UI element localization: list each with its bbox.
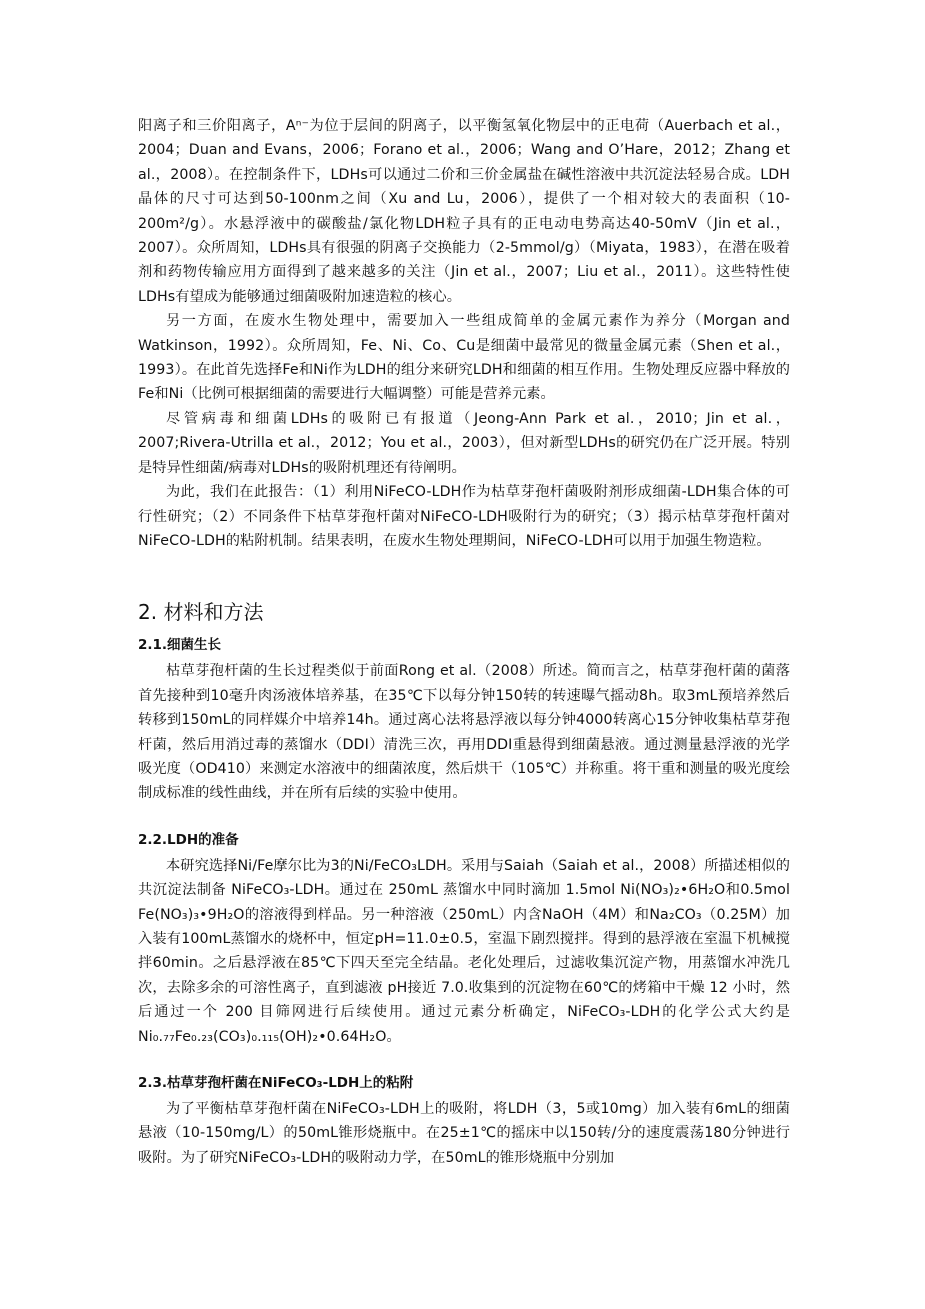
section-2-2-heading: 2.2.LDH的准备 — [138, 831, 239, 848]
intro-paragraph-1: 阳离子和三价阳离子，Aⁿ⁻为位于层间的阴离子，以平衡氢氧化物层中的正电荷（Auerbach et al.，2004；Duan and Evans，2006；Forano et al.，2006；Wang and O’Hare，2012；Zhang et al.，2008）。在控制条件下，LDHs可以通过二价和三价金属盐在碱性溶液中共沉淀法轻易合成。LDH晶体的尺寸可达到50-100nm之间（Xu and Lu，2006），提供了一个相对较大的表面积（10-200m²/g）。水悬浮液中的碳酸盐/氯化物LDH粒子具有的正电动电势高达40-50mV（Jin et al.，2007）。众所周知，LDHs具有很强的阴离子交换能力（2-5mmol/g）（Miyata，1983），在潜在吸着剂和药物传输应用方面得到了越来越多的关注（Jin et al.，2007；Liu et al.，2011）。这些特性使LDHs有望成为能够通过细菌吸附加速造粒的核心。 — [138, 118, 790, 305]
section-2-3-paragraph: 为了平衡枯草芽孢杆菌在NiFeCO₃-LDH上的吸附，将LDH（3，5或10mg）加入装有6mL的细菌悬液（10-150mg/L）的50mL锥形烧瓶中。在25±1℃的摇床中以150转/分的速度震荡180分钟进行吸附。为了研究NiFeCO₃-LDH的吸附动力学，在50mL的锥形烧瓶中分别加 — [138, 1101, 790, 1166]
section-2-1-heading: 2.1.细菌生长 — [138, 637, 222, 654]
intro-paragraph-2: 另一方面，在废水生物处理中，需要加入一些组成简单的金属元素作为养分（Morgan and Watkinson，1992）。众所周知，Fe、Ni、Co、Cu是细菌中最常见的微量金属元素（Shen et al.，1993）。在此首先选择Fe和Ni作为LDH的组分来研究LDH和细菌的相互作用。生物处理反应器中释放的Fe和Ni（比例可根据细菌的需要进行大幅调整）可能是营养元素。 — [138, 313, 790, 403]
section-2-2-paragraph: 本研究选择Ni/Fe摩尔比为3的Ni/FeCO₃LDH。采用与Saiah（Saiah et al.，2008）所描述相似的共沉淀法制备 NiFeCO₃-LDH。通过在 250mL 蒸馏水中同时滴加 1.5mol Ni(NO₃)₂•6H₂O和0.5mol Fe(NO₃)₃•9H₂O的溶液得到样品。另一种溶液（250mL）内含NaOH（4M）和Na₂CO₃（0.25M）加入装有100mL蒸馏水的烧杯中，恒定pH=11.0±0.5，室温下剧烈搅拌。得到的悬浮液在室温下机械搅拌60min。之后悬浮液在85℃下四天至完全结晶。老化处理后，过滤收集沉淀产物，用蒸馏水冲洗几次，去除多余的可溶性离子，直到滤液 pH接近 7.0.收集到的沉淀物在60℃的烤箱中干燥 12 小时，然后通过一个 200 目筛网进行后续使用。通过元素分析确定，NiFeCO₃-LDH的化学公式大约是 Ni₀.₇₇Fe₀.₂₃(CO₃)₀.₁₁₅(OH)₂•0.64H₂O。 — [138, 857, 790, 1045]
document-page — [138, 114, 790, 1170]
section-2-heading: 2. 材料和方法 — [138, 600, 264, 625]
section-2-1-paragraph: 枯草芽孢杆菌的生长过程类似于前面Rong et al.（2008）所述。简而言之，枯草芽孢杆菌的菌落首先接种到10毫升肉汤液体培养基，在35℃下以每分钟150转的转速曝气摇动8h。取3mL预培养然后转移到150mL的同样媒介中培养14h。通过离心法将悬浮液以每分钟4000转离心15分钟收集枯草芽孢杆菌，然后用消过毒的蒸馏水（DDI）清洗三次，再用DDI重悬得到细菌悬液。通过测量悬浮液的光学吸光度（OD410）来测定水溶液中的细菌浓度，然后烘干（105℃）并称重。将干重和测量的吸光度绘制成标准的线性曲线，并在所有后续的实验中使用。 — [138, 663, 790, 802]
section-2-3-heading: 2.3.枯草芽孢杆菌在NiFeCO₃-LDH上的粘附 — [138, 1075, 414, 1091]
intro-paragraph-3: 尽管病毒和细菌LDHs的吸附已有报道（Jeong-Ann Park et al.，2010；Jin et al.，2007;Rivera-Utrilla et al.，2012；You et al.，2003），但对新型LDHs的研究仍在广泛开展。特别是特异性细菌/病毒对LDHs的吸附机理还有待阐明。 — [138, 410, 790, 476]
intro-paragraph-4: 为此，我们在此报告：（1）利用NiFeCO-LDH作为枯草芽孢杆菌吸附剂形成细菌-LDH集合体的可行性研究；（2）不同条件下枯草芽孢杆菌对NiFeCO-LDH吸附行为的研究；（3）揭示枯草芽孢杆菌对NiFeCO-LDH的粘附机制。结果表明，在废水生物处理期间，NiFeCO-LDH可以用于加强生物造粒。 — [138, 484, 790, 549]
